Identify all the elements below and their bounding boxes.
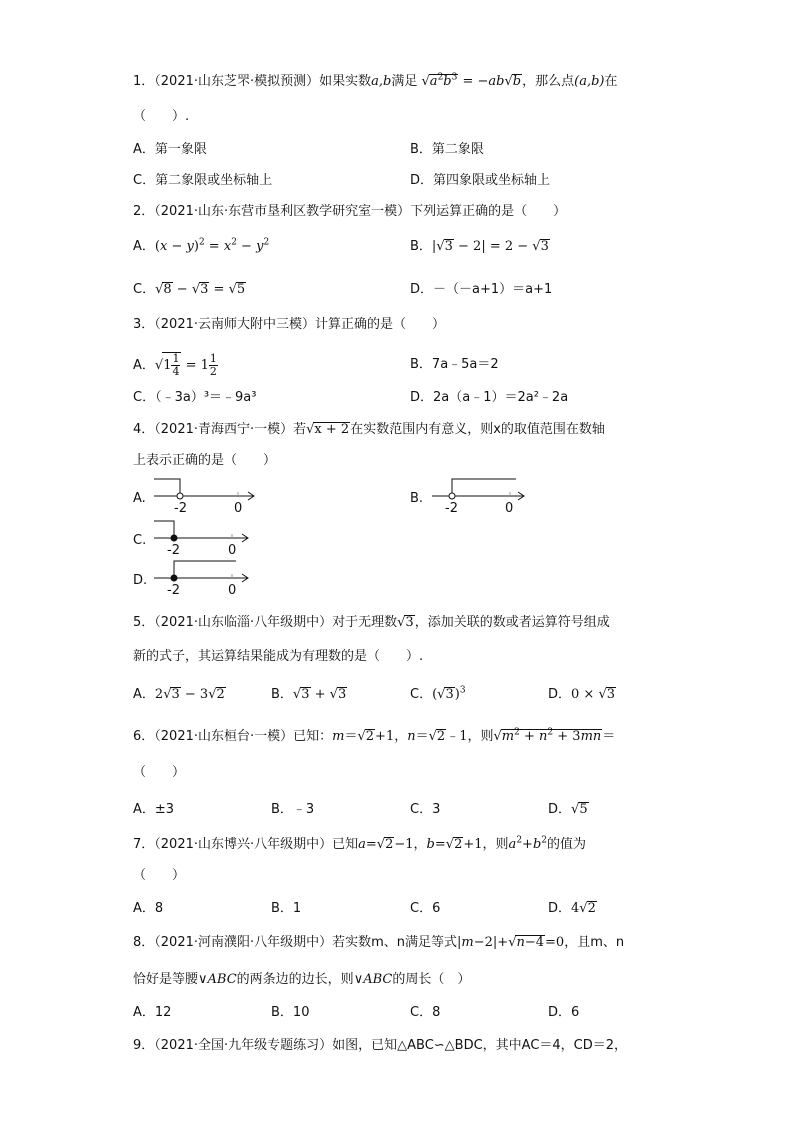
q6-option-c: C．3 (410, 802, 441, 817)
q4-a-tick-zero: 0 (234, 501, 243, 516)
q5-option-c: C．$(√3)^3$ (410, 685, 466, 702)
q1-stem: 1．（2021·山东芝罘·模拟预测）如果实数a,b满足 $√a^2b^3 = -ab√b$，那么点(a,b)在 (133, 72, 618, 89)
q7-stem: 7．（2021·山东博兴·八年级期中）已知a=√2−1，b=√2+1，则$a^2+b^2$的值为 (133, 835, 587, 852)
q6-option-b: B．﹣3 (271, 802, 315, 817)
q8-option-b: B．10 (271, 1005, 310, 1020)
q4-numberline-a (150, 476, 260, 516)
q3-option-d: D．2a（a﹣1）＝2a²﹣2a (410, 390, 569, 405)
q4-b-tick-neg: -2 (445, 501, 458, 516)
q4-c-tick-neg: -2 (167, 543, 180, 558)
q4-label-a: A. (133, 491, 146, 506)
q4-numberline-d (150, 558, 254, 598)
q8-option-d: D．6 (548, 1005, 580, 1020)
q7-option-b: B．1 (271, 901, 302, 916)
q6-option-a: A．±3 (133, 802, 175, 817)
q4-d-tick-zero: 0 (228, 583, 237, 598)
q3-option-c: C．（﹣3a）³＝﹣9a³ (133, 390, 257, 405)
q4-label-d: D. (133, 573, 148, 588)
q6-option-d: D．√5 (548, 802, 588, 817)
q1-option-d: D．第四象限或坐标轴上 (410, 173, 551, 188)
q2-option-c: C．√8 − √3 = √5 (133, 282, 246, 297)
q1-option-a: A．第一象限 (133, 142, 207, 157)
q4-d-tick-neg: -2 (167, 583, 180, 598)
q7-option-c: C．6 (410, 901, 441, 916)
q1-option-b: B．第二象限 (410, 142, 484, 157)
q4-stem-2: 上表示正确的是（ ） (133, 453, 277, 468)
q4-label-b: B. (410, 491, 424, 506)
q8-option-a: A．12 (133, 1005, 172, 1020)
q7-option-a: A．8 (133, 901, 164, 916)
q7-option-d: D．4√2 (548, 901, 596, 916)
q8-stem-2: 恰好是等腰∨ABC的两条边的边长，则∨ABC的周长（ ） (133, 972, 471, 987)
q3-stem: 3．（2021·云南师大附中三模）计算正确的是（ ） (133, 317, 445, 332)
q2-stem: 2．（2021·山东·东营市垦利区教学研究室一模）下列运算正确的是（ ） (133, 204, 567, 219)
q6-paren: （ ） (133, 765, 186, 780)
q4-b-tick-zero: 0 (505, 501, 514, 516)
q7-paren: （ ） (133, 868, 186, 883)
q1-option-c: C．第二象限或坐标轴上 (133, 173, 273, 188)
q1-paren: （ ）. (133, 109, 190, 124)
q5-option-b: B．√3 + √3 (271, 687, 347, 702)
q4-numberline-c (150, 518, 254, 558)
q5-stem-2: 新的式子，其运算结果能成为有理数的是（ ）. (133, 649, 424, 664)
q2-option-a: A．$(x - y)^2 = x^2 - y^2$ (133, 237, 270, 254)
q9-stem: 9．（2021·全国·九年级专题练习）如图，已知△ABC∽△BDC，其中AC＝4，CD＝2， (133, 1038, 628, 1053)
q5-stem: 5．（2021·山东临淄·八年级期中）对于无理数√3，添加关联的数或者运算符号组成 (133, 615, 610, 630)
q3-option-b: B．7a﹣5a＝2 (410, 357, 499, 372)
q2-option-d: D．－（－a+1）＝a+1 (410, 282, 553, 297)
q8-option-c: C．8 (410, 1005, 441, 1020)
q3-option-a: A．√1 $\frac{1}{4}$ = 1 $\frac{1}{2}$ (133, 352, 217, 378)
q2-option-b: B．|√3 − 2| = 2 − √3 (410, 239, 549, 254)
q4-c-tick-zero: 0 (228, 543, 237, 558)
q4-stem: 4．（2021·青海西宁·一模）若√x + 2在实数范围内有意义，则x的取值范围在数轴 (133, 422, 605, 437)
q5-option-a: A．2√3 − 3√2 (133, 687, 225, 702)
q5-option-d: D．0 × √3 (548, 687, 616, 702)
q4-numberline-b (428, 476, 538, 516)
q6-stem: 6．（2021·山东桓台·一模）已知：m＝√2+1，n＝√2﹣1，则$√m^2 + n^2 + 3mn=$ (133, 727, 616, 744)
q4-a-tick-neg: -2 (174, 501, 187, 516)
q8-stem: 8．（2021·河南濮阳·八年级期中）若实数m、n满足等式|m−2|+√n−4=0，且m、n (133, 935, 625, 950)
q4-label-c: C. (133, 533, 147, 548)
